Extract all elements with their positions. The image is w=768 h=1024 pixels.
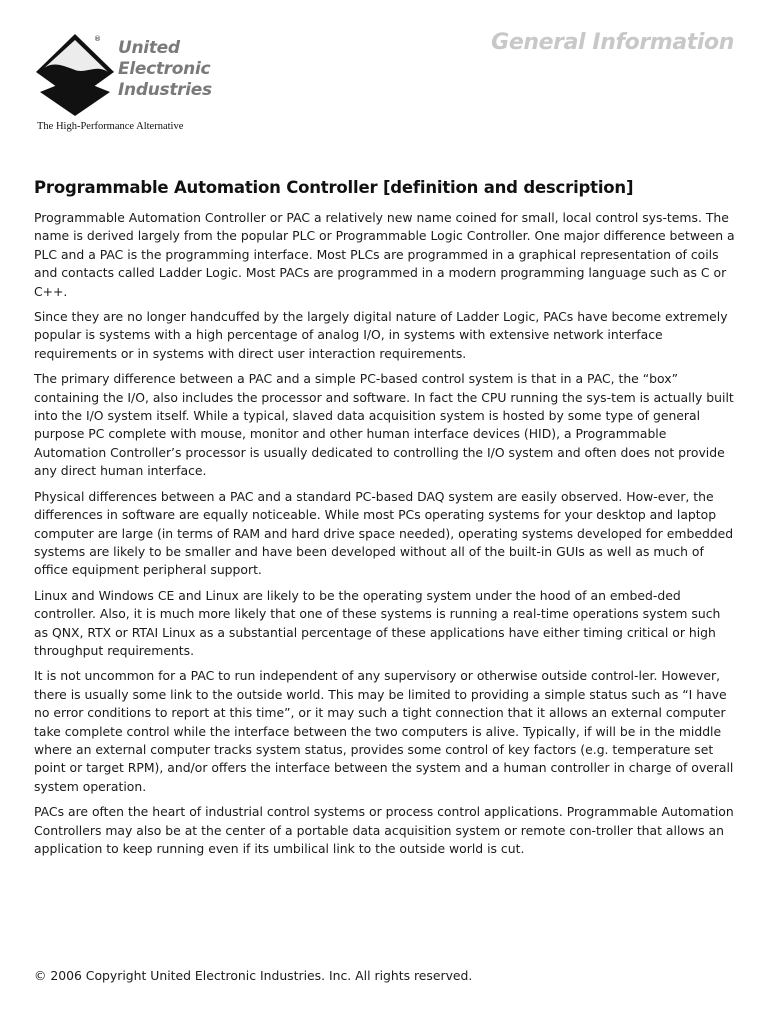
company-name: [118, 38, 212, 101]
paragraph-7: PACs are often the heart of industrial control systems or process control applications. Programmable Automation Controllers may also be at the center of a portable data acquisition system or remote con-troller that allows an application to keep running even if its umbilical link to the outside world is cut.: [34, 804, 734, 856]
company-name-line-3: Industries: [118, 80, 212, 100]
paragraph-6: It is not uncommon for a PAC to run independent of any supervisory or otherwise outside control-ler. However, there is usually some link to the outside world. This may be limited to providing a simple status such as “I have no error conditions to report at this time”, or it may such a tight connection that it allows an external computer take complete control while the interface between the two computers is alive. Typically, if will be in the middle where an external computer tracks system status, provides some control of key factors (e.g. temperature set point or target RPM), and/or offers the interface between the system and a human controller in charge of overall system operation.: [34, 668, 734, 794]
company-logo: [30, 30, 250, 140]
paragraph-4: Physical differences between a PAC and a standard PC-based DAQ system are easily observed. How-ever, the differences in software are equally noticeable. While most PCs operating systems for your desktop and laptop computer are large (in terms of RAM and hard drive space needed), operating systems developed for embedded systems are likely to be smaller and have been developed without all of the built-in GUIs as well as much of office equipment peripheral support.: [34, 488, 734, 578]
paragraph-2: Since they are no longer handcuffed by the largely digital nature of Ladder Logic, PACs have become extremely popular is systems with a high percentage of analog I/O, in systems with extensive network interface requirements or in systems with direct user interaction requirements.: [34, 309, 728, 361]
article-title: Programmable Automation Controller [definition and description]: [34, 178, 634, 197]
paragraph-1: Programmable Automation Controller or PAC a relatively new name coined for small, local control sys-tems. The name is derived largely from the popular PLC or Programmable Logic Controller. One major difference between a PLC and a PAC is the programming interface. Most PLCs are programmed in a graphical representation of coils and contacts called Ladder Logic. Most PACs are programmed in a modern programming language such as C or C++.: [34, 210, 735, 299]
article-body: [34, 209, 736, 865]
copyright-footer: © 2006 Copyright United Electronic Industries. Inc. All rights reserved.: [34, 968, 473, 983]
paragraph-5: Linux and Windows CE and Linux are likely to be the operating system under the hood of an embed-ded controller. Also, it is much more likely that one of these systems is running a real-time operations system such as QNX, RTX or RTAI Linux as a substantial percentage of these applications have either timing critical or high throughput requirements.: [34, 587, 721, 658]
company-name-line-2: Electronic: [118, 59, 211, 79]
company-tagline: The High-Performance Alternative: [37, 121, 184, 132]
company-name-line-1: United: [118, 38, 180, 58]
section-label: General Information: [491, 30, 734, 55]
paragraph-3: The primary difference between a PAC and a simple PC-based control system is that in a PAC, the “box” containing the I/O, also includes the processor and software. In fact the CPU running the sys-tem is actually built into the I/O system itself. While a typical, slaved data acquisition system is hosted by some type of general purpose PC complete with mouse, monitor and other human interface devices (HID), a Programmable Automation Controller’s processor is usually dedicated to controlling the I/O system and often does not provide any direct human interface.: [34, 371, 734, 479]
ueii-diamond-logo-icon: [30, 30, 120, 118]
registered-mark: ®: [94, 35, 101, 43]
